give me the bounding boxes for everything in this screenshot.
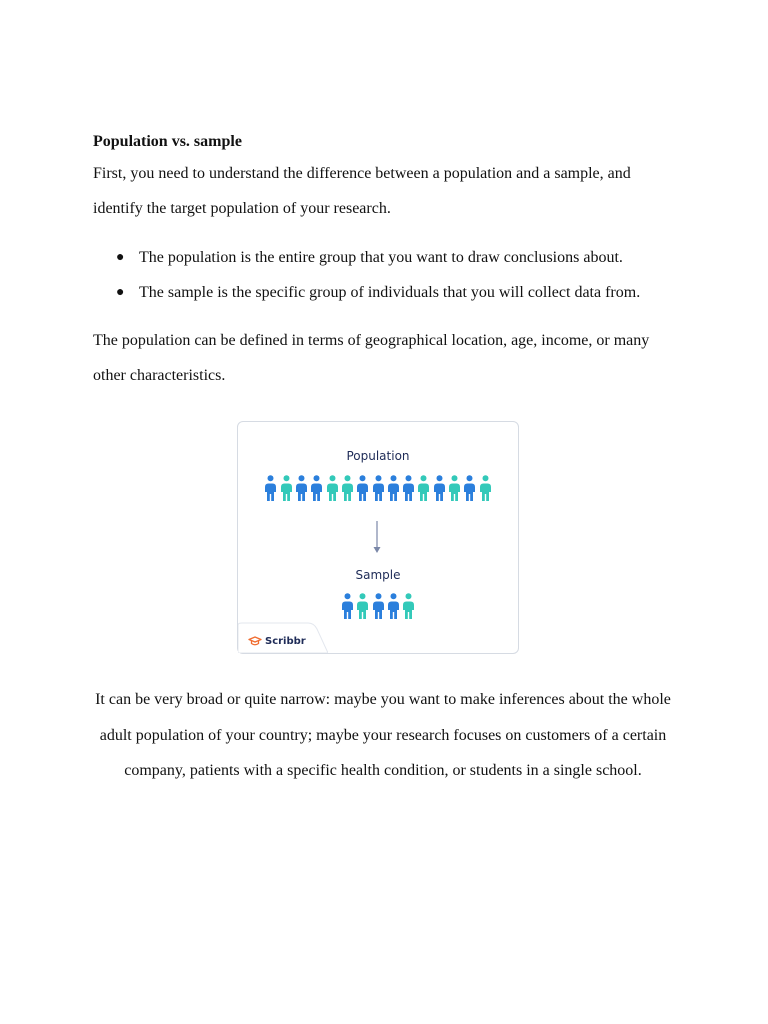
bullet-marker: ● [116, 250, 125, 265]
person-icon [417, 475, 430, 502]
person-icon [326, 475, 339, 502]
person-icon [372, 475, 385, 502]
person-icon [479, 475, 492, 502]
bullet-list [93, 240, 673, 310]
person-icon [387, 593, 400, 620]
definition-paragraph: The population can be defined in terms of geographical location, age, income, or many other characteristics. [93, 332, 650, 384]
person-icon [448, 475, 461, 502]
person-icon [295, 475, 308, 502]
brand-name: Scribbr [265, 635, 306, 647]
graduation-cap-icon [248, 636, 262, 646]
person-icon [402, 475, 415, 502]
section-heading: Population vs. sample [93, 133, 242, 150]
person-icon [264, 475, 277, 502]
person-icon [341, 593, 354, 620]
list-item [93, 240, 673, 275]
sample-people-row [238, 593, 518, 620]
person-icon [372, 593, 385, 620]
brand-logo [248, 636, 306, 647]
figure-container [93, 421, 673, 654]
person-icon [341, 475, 354, 502]
bullet-text: The sample is the specific group of individuals that you will collect data from. [139, 284, 641, 301]
person-icon [387, 475, 400, 502]
sample-label: Sample [355, 568, 401, 582]
person-icon [280, 475, 293, 502]
person-icon [463, 475, 476, 502]
closing-paragraph: It can be very broad or quite narrow: maybe you want to make inferences about the whole adult population of your country; maybe your research focuses on customers of a certain company, patients with a specific health condition, or students in a single school. [95, 691, 671, 779]
list-item [93, 275, 673, 310]
population-label: Population [346, 449, 410, 463]
person-icon [433, 475, 446, 502]
bullet-marker: ● [116, 285, 125, 300]
arrow-down-icon [370, 520, 384, 556]
person-icon [356, 475, 369, 502]
person-icon [356, 593, 369, 620]
bullet-text: The population is the entire group that you want to draw conclusions about. [139, 249, 623, 266]
population-sample-figure [237, 421, 519, 654]
person-icon [310, 475, 323, 502]
intro-paragraph: First, you need to understand the difference between a population and a sample, and identify the target population of your research. [93, 165, 631, 217]
person-icon [402, 593, 415, 620]
population-people-row [238, 475, 518, 502]
document-page [93, 128, 673, 789]
brand-badge [238, 623, 324, 653]
